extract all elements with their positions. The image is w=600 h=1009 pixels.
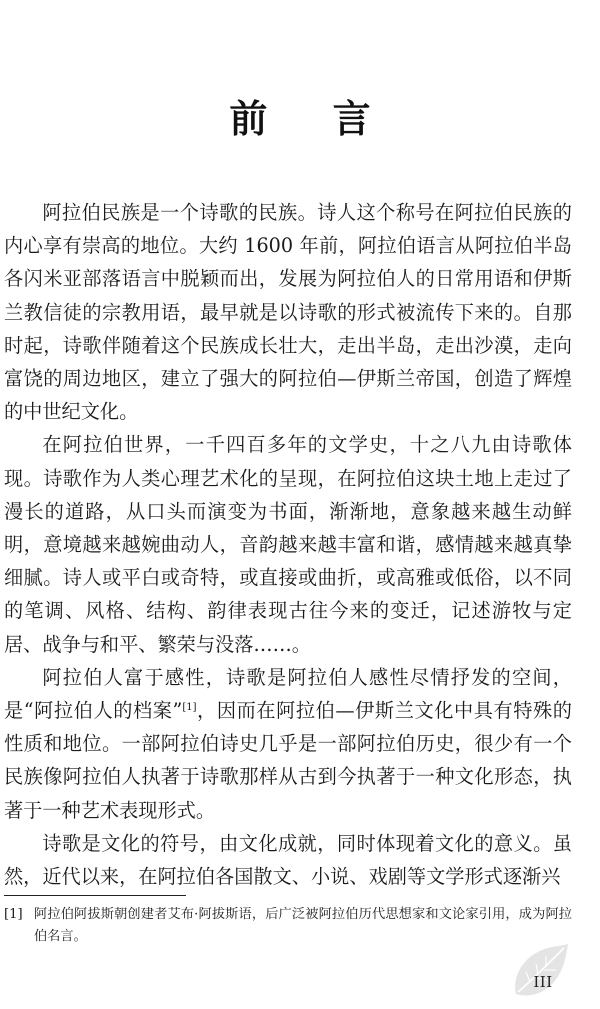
footnote (4, 904, 572, 948)
footnote-divider (4, 895, 186, 896)
paragraph-3-text-after-note: ，因而在阿拉伯—伊斯兰文化中具有特殊的性质和地位。一部阿拉伯诗史几乎是一部阿拉伯历史，很少有一个民族像阿拉伯人执著于诗歌那样从古到今执著于一种文化形态，执著于一种艺术表现形式。 (4, 699, 572, 822)
paragraph-1: 阿拉伯民族是一个诗歌的民族。诗人这个称号在阿拉伯民族的内心享有崇高的地位。大约 1600 年前，阿拉伯语言从阿拉伯半岛各闪米亚部落语言中脱颖而出，发展为阿拉伯人的日常用语和伊斯兰教信徒的宗教用语，最早就是以诗歌的形式被流传下来的。自那时起，诗歌伴随着这个民族成长壮大，走出半岛，走出沙漠，走向富饶的周边地区，建立了强大的阿拉伯—伊斯兰帝国，创造了辉煌的中世纪文化。 (4, 201, 572, 424)
paragraph-4: 诗歌是文化的符号，由文化成就，同时体现着文化的意义。虽然，近代以来，在阿拉伯各国散文、小说、戏剧等文学形式逐渐兴 (4, 831, 572, 889)
paragraph-2: 在阿拉伯世界，一千四百多年的文学史，十之八九由诗歌体现。诗歌作为人类心理艺术化的呈现，在阿拉伯这块土地上走过了漫长的道路，从口头而演变为书面，渐渐地，意象越来越生动鲜明，意境越来越婉曲动人，音韵越来越丰富和谐，感情越来越真挚细腻。诗人或平白或奇特，或直接或曲折，或高雅或低俗，以不同的笔调、风格、结构、韵律表现古往今来的变迁，记述游牧与定居、战争与和平、繁荣与没落……。 (4, 433, 572, 656)
footnote-reference[interactable]: [1] (182, 702, 197, 714)
footnote-text: 阿拉伯阿拔斯朝创建者艾布·阿拔斯语，后广泛被阿拉伯历代思想家和文论家引用，成为阿拉伯名言。 (34, 907, 572, 944)
footnote-row (4, 904, 572, 948)
body-text (4, 196, 572, 893)
leaf-icon (508, 942, 572, 1002)
paragraph-3 (4, 661, 572, 827)
page-number: III (533, 973, 553, 991)
footnote-mark: [1] (4, 907, 23, 922)
page-title: 前 言 (229, 97, 397, 141)
paragraph-3-text-before-note: 阿拉伯人富于感性，诗歌是阿拉伯人感性尽情抒发的空间，是“阿拉伯人的档案” (4, 665, 572, 723)
